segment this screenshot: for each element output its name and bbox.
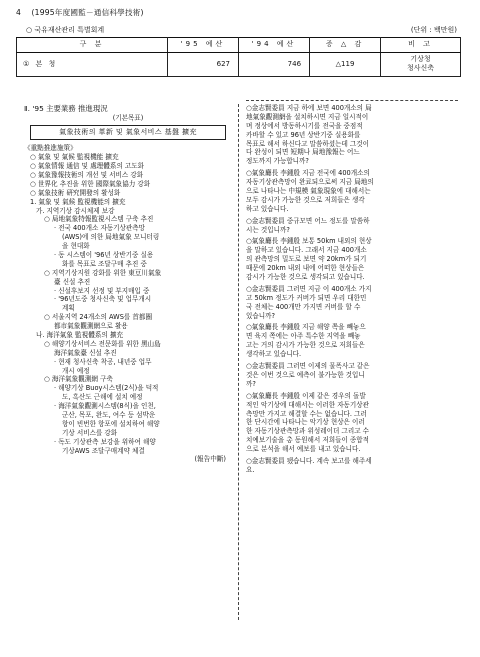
body-line: 都市氣象觀測網으로 활용 xyxy=(54,322,128,331)
col-header-note: 비 고 xyxy=(381,38,461,52)
body-line: 도, 흑산도 근해에 설치 예정 xyxy=(62,393,143,402)
section-heading: Ⅱ. '95 主要業務 推進現況 xyxy=(24,104,108,113)
budget-table xyxy=(16,37,461,76)
body-line: · 현재 청사신축 착공, 내년중 업무 xyxy=(54,357,152,366)
dialogue-paragraph xyxy=(246,392,458,454)
dialogue-line: 것은 이번 것으로 예측이 불가능한 것입니 xyxy=(246,370,365,379)
dialogue-line: 地氣象觀測網을 설치하시면 지금 일시적이 xyxy=(246,112,369,121)
dialogue-line: ○氣象廳長 李鍾殷 이제 같은 경우의 돌발 xyxy=(246,391,366,400)
dialogue-paragraph xyxy=(246,457,458,475)
dialogue-line: 감시가 가능한 것으로 생각되고 있습니다. xyxy=(246,273,365,282)
dialogue-line: 있습니까? xyxy=(246,311,275,320)
dialogue-line: ○氣象廳長 李鍾殷 지금 해양 쪽을 빼놓으 xyxy=(246,323,366,332)
body-line: · 海洋氣象觀測시스템(8식)을 인천, xyxy=(54,402,156,411)
page-number: 4 xyxy=(16,8,22,17)
cell-category: ① 본 청 xyxy=(17,52,168,76)
note-line-1: 기상청 xyxy=(410,54,431,63)
strategy-item: ○ 氣象豫報技術의 개선 및 서비스 강화 xyxy=(30,170,144,179)
strategy-item: ○ 氣象技術 硏究開發의 활성화 xyxy=(30,188,121,197)
dialogue-paragraph xyxy=(246,169,458,213)
publication-title: (1995年度國監－通信科學技術) xyxy=(31,8,144,17)
left-column xyxy=(24,100,232,464)
body-line: 항이 빈번한 항포에 설치하여 해양 xyxy=(62,419,160,428)
dialogue-line: 고 50km 정도가 커버가 되면 우리 대한민 xyxy=(246,293,367,302)
body-line: 海洋氣象臺 신설 추진 xyxy=(54,348,117,357)
col-header-category: 구 분 xyxy=(17,38,168,52)
dialogue-line: 목표로 해서 하신다고 말씀하셨는데 그것이 xyxy=(246,139,370,148)
cell-note xyxy=(381,52,461,76)
dialogue-line: 국 전체는 400개만 가지면 커버를 할 수 xyxy=(246,302,361,311)
strategies-title: 《重點推進施策》 xyxy=(24,144,77,153)
basic-goal-label: (기본목표) xyxy=(112,113,144,122)
basic-goal-box: 氣象技術의 革新 및 氣象서비스 基盤 擴充 xyxy=(30,125,226,140)
dialogue-line: ○金志賢委員 그러면 이제의 물폭사고 같은 xyxy=(246,362,370,371)
body-line: ○ 海洋氣象觀測網 구축 xyxy=(44,375,113,384)
dialogue-transcript xyxy=(246,104,458,475)
dialogue-line: 측망만 가지고 해결할 수는 없습니다. 그러 xyxy=(246,409,367,418)
col-header-1995: '95 예산 xyxy=(167,38,238,52)
body-line: (AWS)에 의한 局地氣象 모니터링 xyxy=(62,233,160,242)
cell-1994: 746 xyxy=(239,52,310,76)
dialogue-paragraph xyxy=(246,323,458,359)
table-row xyxy=(17,52,461,76)
body-line: ○ 局地氣象特報監視시스템 구축 추진 xyxy=(44,215,154,224)
dialogue-line: 한 단시간에 나타나는 악기상 현상은 이러 xyxy=(246,418,365,427)
dialogue-line: ○金志賢委員 그러면 지금 이 400개소 가지 xyxy=(246,284,372,293)
report-interrupted-note: (報告中斷) xyxy=(194,455,226,464)
dialogue-line: 다 완성이 되면 短期나 局地豫報는 어느 xyxy=(246,148,360,157)
dialogue-line: 모두 감시가 가능한 것으로 저희들은 생각 xyxy=(246,195,365,204)
dialogue-line: 정도까지 가능합니까? xyxy=(246,157,309,166)
body-line: · 전국 400개소 자동기상관측망 xyxy=(54,224,146,233)
dialogue-line: 하고 있습니다. xyxy=(246,204,289,213)
budget-account-label: ○ 국유재산관리 특별회계 xyxy=(26,26,105,34)
dialogue-line: ○金志賢委員 됐습니다. 계속 보고를 해주세 xyxy=(246,456,372,465)
dialogue-line: 의 관측망의 밀도로 보면 약 20km가 되기 xyxy=(246,255,367,264)
dialogue-line: 카바할 수 있고 96년 상반기중 실용화를 xyxy=(246,130,361,139)
strategy-list xyxy=(24,153,232,197)
note-line-2: 청사신축 xyxy=(407,64,435,73)
page-header xyxy=(16,8,461,18)
budget-table-header xyxy=(17,38,461,52)
body-line: 계획 xyxy=(62,304,75,313)
budget-unit-label: (단위 : 백만원) xyxy=(410,26,457,34)
body-line: 을 현대화 xyxy=(62,242,90,251)
dialogue-line: 으로 분석을 해서 예보를 내고 있습니다. xyxy=(246,445,361,454)
body-line: 기상AWS 조달구매계약 체결 xyxy=(62,446,145,455)
body-line: ○ 서울지역 24개소의 AWS를 首都圈 xyxy=(44,313,153,322)
body-line: ○ 지역기상지원 강화를 위한 東豆川氣象 xyxy=(44,268,162,277)
body-line: 나. 海洋氣象 監視體系의 擴充 xyxy=(36,331,124,340)
dialogue-line: 요. xyxy=(246,465,255,474)
dialogue-paragraph xyxy=(246,217,458,235)
col-header-change: 증 △ 감 xyxy=(310,38,381,52)
col-header-1994: '94 예산 xyxy=(239,38,310,52)
dialogue-line: ○氣象廳長 李鍾殷 지금 전국에 400개소의 xyxy=(246,169,370,178)
body-line: 화를 목표로 조달구매 추진 중 xyxy=(62,259,147,268)
left-body-text xyxy=(24,198,232,456)
right-column xyxy=(246,100,458,478)
body-line: 기상 서비스를 강화 xyxy=(62,428,118,437)
body-line: ○ 해양기상서비스 전문화를 위한 黑山島 xyxy=(44,339,161,348)
strategy-item: ○ 世界化 추진을 위한 國際氣象協力 강화 xyxy=(30,179,151,188)
right-top-rule xyxy=(246,100,458,101)
cell-1995: 627 xyxy=(167,52,238,76)
dialogue-line: 치예보기술을 총 동원해서 저희들이 종합적 xyxy=(246,436,370,445)
dialogue-line: 자동기상관측망이 완료되으로써 지금 局地의 xyxy=(246,178,374,187)
dialogue-line: 으로 나타나는 中規模 氣象現象에 대해서는 xyxy=(246,187,371,196)
body-line: 가. 지역기상 감시체제 보강 xyxy=(36,206,115,215)
dialogue-line: ○氣象廳長 李鍾殷 보통 50km 내외의 현상 xyxy=(246,237,372,246)
strategy-item: ○ 氣象 및 氣候 監視機能 擴充 xyxy=(30,153,119,162)
dialogue-line: ○金志賢委員 지금 하에 보면 400개소의 局 xyxy=(246,104,372,112)
dialogue-line: 까? xyxy=(246,379,256,388)
dialogue-paragraph xyxy=(246,104,458,166)
cell-change: △119 xyxy=(310,52,381,76)
body-line: · 독도 기상관측 보강을 위하여 해양 xyxy=(54,437,156,446)
body-line: · '96년도중 청사신축 및 업무개시 xyxy=(54,295,152,304)
dialogue-line: 한 자동기상관측망과 위성레이더 그리고 수 xyxy=(246,427,370,436)
body-line: · 동 시스템이 '96년 상반기중 실용 xyxy=(54,251,154,259)
dialogue-paragraph xyxy=(246,362,458,389)
dialogue-line: 면 육지 쪽에는 아주 특수한 지역을 빼놓 xyxy=(246,332,361,341)
dialogue-line: 적인 악기상에 대해서는 이러한 자동기상관 xyxy=(246,400,370,409)
dialogue-line: 때문에 20km 내외 내에 어떠한 현상들은 xyxy=(246,264,365,273)
dialogue-line: 시는 것입니까? xyxy=(246,225,290,234)
dialogue-line: ○金志賢委員 중규모면 어느 정도를 말씀하 xyxy=(246,216,370,225)
budget-caption-row xyxy=(16,26,461,37)
dialogue-paragraph xyxy=(246,237,458,281)
dialogue-paragraph xyxy=(246,285,458,321)
body-line: · 해양기상 Buoy시스템(2식)을 덕적 xyxy=(54,384,159,393)
strategy-item: ○ 氣象情報 通信 및 處理體系의 고도화 xyxy=(30,162,145,171)
column-divider xyxy=(238,104,239,620)
dialogue-line: 을 말하고 있습니다. 그래서 지금 400개소 xyxy=(246,246,367,255)
dialogue-line: 며 정상에서 방동하시기를 전국을 중점적 xyxy=(246,121,363,130)
body-line: 군산, 목포, 완도, 여수 등 섬박운 xyxy=(62,411,156,420)
body-line: 1. 氣象 및 氣候 監視機能의 擴充 xyxy=(30,197,126,206)
dialogue-line: 고는 거의 감시가 가능한 것으로 저희들은 xyxy=(246,341,365,350)
budget-section xyxy=(16,26,461,77)
body-line: 개시 예정 xyxy=(62,366,90,375)
dialogue-line: 생각하고 있습니다. xyxy=(246,350,302,359)
two-column-body xyxy=(16,100,461,620)
body-line: · 신설후보지 선정 및 부지매입 중 xyxy=(54,286,150,295)
body-line: 臺 신설 추진 xyxy=(54,277,91,286)
